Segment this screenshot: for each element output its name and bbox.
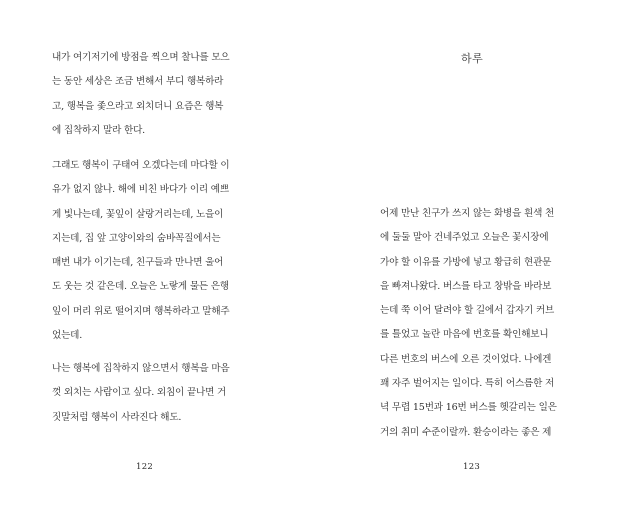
text-line: 지는데, 집 앞 고양이와의 숨바꼭질에서는 — [52, 232, 221, 244]
text-line: 었는데. — [52, 330, 83, 342]
paragraph-1 — [52, 46, 229, 143]
text-line: 나는 행복에 집착하지 않으면서 행복을 마음 — [52, 363, 230, 374]
text-line: 도 웃는 것 같은데. 오늘은 노랗게 물든 은행 — [52, 281, 229, 293]
paragraph-2 — [52, 154, 229, 348]
text-line: 가야 할 이유를 가방에 넣고 황급히 현관문 — [380, 256, 552, 268]
text-line: 게 빛나는데, 꽃잎이 살랑거리는데, 노을이 — [52, 208, 224, 220]
page-number: 123 — [463, 462, 481, 472]
chapter-title: 하루 — [461, 52, 484, 65]
paragraph-3 — [52, 357, 229, 430]
text-line: 는 동안 세상은 조금 변해서 부디 행복하라 — [52, 76, 224, 88]
text-line: 다른 번호의 버스에 오른 것이었다. 나에겐 — [380, 353, 552, 365]
text-line: 유가 없지 않나. 해에 비친 바다가 이리 예쁘 — [52, 184, 229, 196]
right-page — [312, 0, 624, 510]
text-line: 내가 여기저기에 방점을 찍으며 찰나를 모으 — [52, 52, 230, 63]
text-line: 꽤 자주 벌어지는 일이다. 특히 어스름한 저 — [380, 378, 555, 390]
text-line: 에 집착하지 말라 한다. — [52, 124, 146, 136]
text-line: 를 틀었고 놀란 마음에 번호를 확인해보니 — [380, 329, 549, 341]
text-line: 어제 만난 친구가 쓰지 않는 화병을 흰색 천 — [380, 208, 555, 219]
text-line: 매번 내가 이기는데, 친구들과 만나면 울어 — [52, 257, 224, 269]
text-line: 거의 취미 수준이랄까. 환승이라는 좋은 제 — [380, 426, 552, 438]
text-line: 껏 외치는 사람이고 싶다. 외침이 끝나면 거 — [52, 387, 227, 399]
page-number: 122 — [136, 462, 154, 472]
text-line: 는데 쭉 이어 달려야 할 길에서 갑자기 커브 — [380, 305, 555, 317]
text-line: 짓말처럼 행복이 사라진다 해도. — [52, 411, 182, 423]
paragraph-1 — [380, 202, 557, 445]
text-line: 고, 행복을 좇으라고 외치더니 요즘은 행복 — [52, 100, 224, 112]
text-line: 녁 무렵 15번과 16번 버스를 헷갈리는 일은 — [380, 402, 557, 414]
text-line: 을 빠져나왔다. 버스를 타고 창밖을 바라보 — [380, 280, 552, 292]
text-line: 에 둘둘 말아 건네주었고 오늘은 꽃시장에 — [380, 232, 549, 244]
text-line: 그래도 행복이 구태여 오겠다는데 마다할 이 — [52, 160, 230, 171]
text-line: 잎이 머리 위로 떨어지며 행복하라고 말해주 — [52, 305, 230, 317]
